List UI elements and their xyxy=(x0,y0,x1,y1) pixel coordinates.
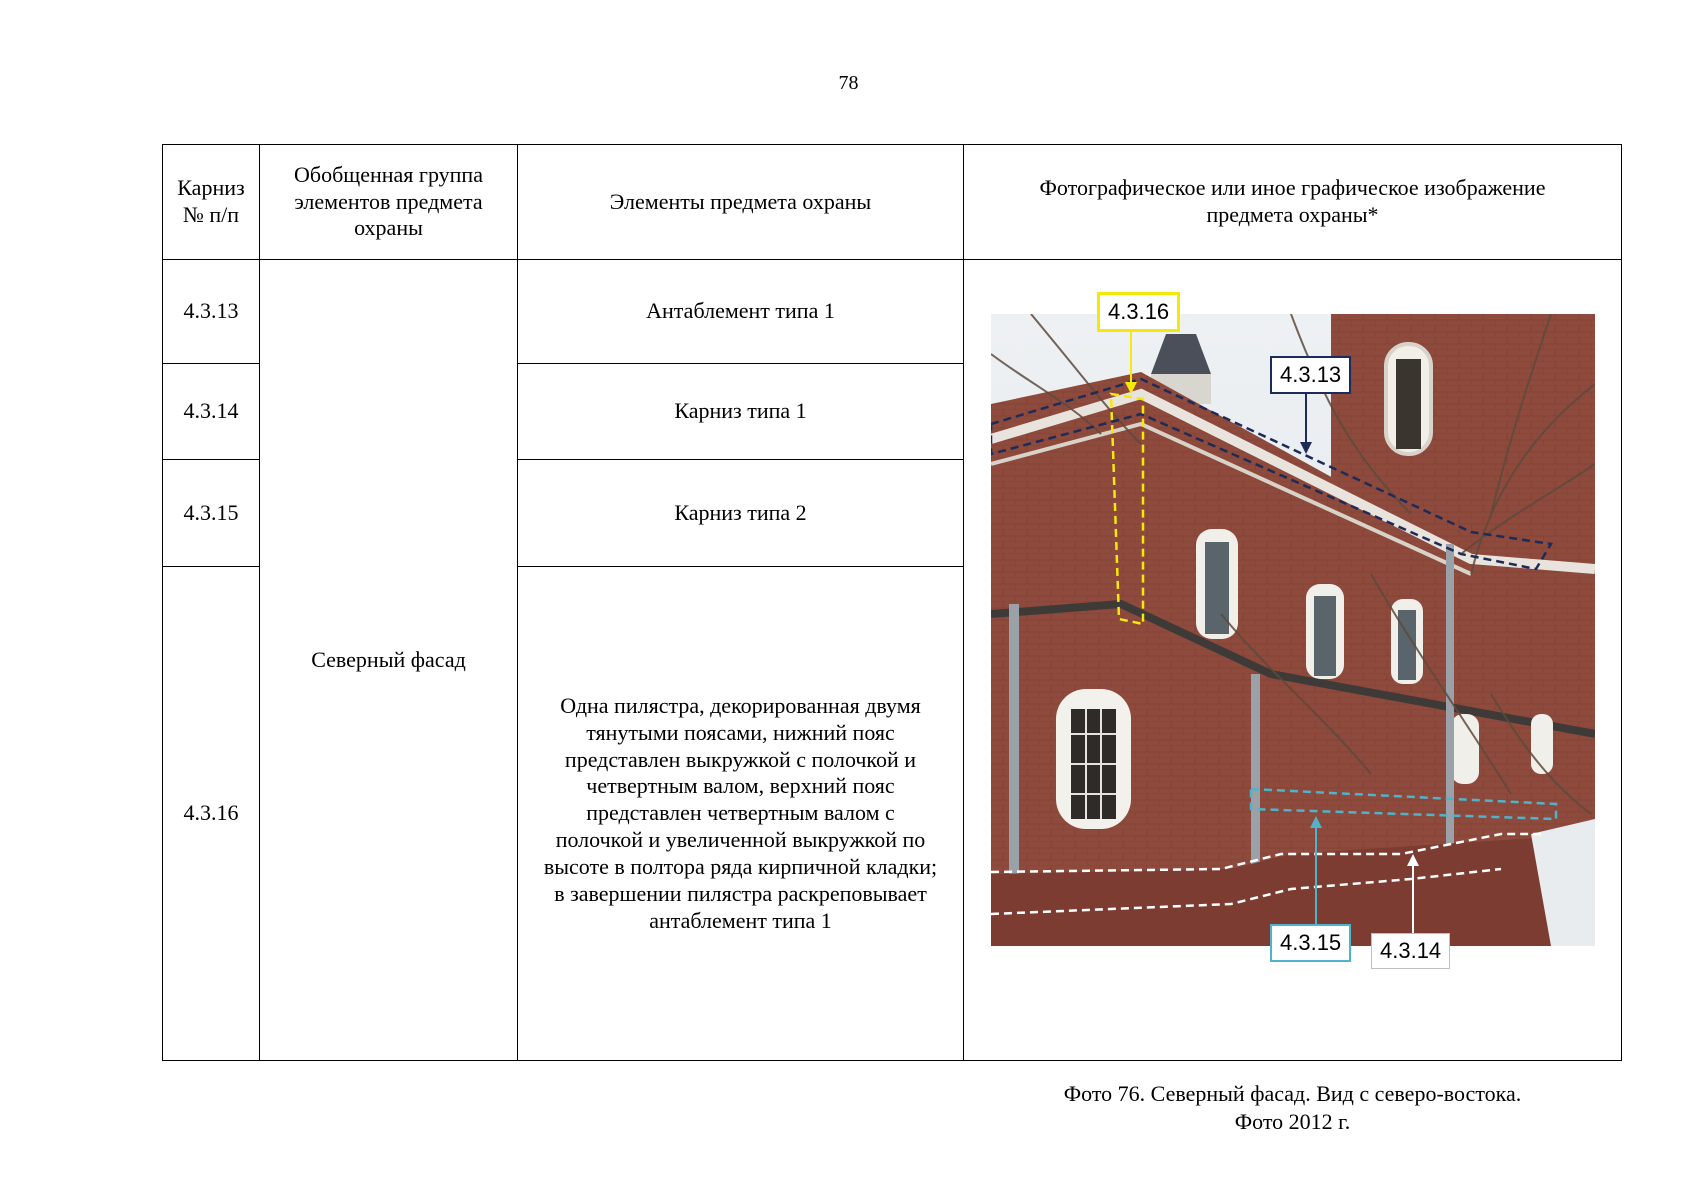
callout-4-3-15: 4.3.15 xyxy=(1270,924,1351,962)
caption-line-2: Фото 2012 г. xyxy=(1234,1108,1351,1134)
photo-caption xyxy=(964,1080,1621,1135)
row-element: Антаблемент типа 1 xyxy=(518,260,964,364)
building-photo xyxy=(991,314,1595,946)
header-row xyxy=(163,145,1622,260)
row-element: Карниз типа 2 xyxy=(518,460,964,567)
caption-line-1: Фото 76. Северный фасад. Вид с северо-востока. xyxy=(1063,1081,1522,1106)
callout-4-3-16: 4.3.16 xyxy=(1097,292,1180,332)
photo-cell xyxy=(964,260,1622,1134)
header-number: Карниз № п/п xyxy=(163,145,260,260)
row-element: Карниз типа 1 xyxy=(518,363,964,460)
row-number: 4.3.14 xyxy=(163,363,260,460)
table-row xyxy=(163,260,1622,364)
row-number: 4.3.13 xyxy=(163,260,260,364)
page-number: 78 xyxy=(838,72,859,94)
callout-4-3-13: 4.3.13 xyxy=(1270,356,1351,394)
header-image: Фотографическое или иное графическое изображение предмета охраны* xyxy=(964,145,1622,260)
row-number: 4.3.16 xyxy=(163,567,260,1061)
photo-container xyxy=(964,260,1621,1134)
group-cell: Северный фасад xyxy=(260,260,518,1061)
row-element: Одна пилястра, декорированная двумя тянутыми поясами, нижний пояс представлен выкружкой с полочкой и четвертным валом, верхний пояс представлен четвертным валом с полочкой и увеличенной выкружкой по высоте в полтора ряда кирпичной кладки; в завершении пилястра раскреповывает антаблемент типа 1 xyxy=(518,567,964,1061)
header-group: Обобщенная группа элементов предмета охраны xyxy=(260,145,518,260)
callout-4-3-14: 4.3.14 xyxy=(1371,933,1450,969)
header-elements: Элементы предмета охраны xyxy=(518,145,964,260)
protection-table xyxy=(162,144,1622,1134)
row-number: 4.3.15 xyxy=(163,460,260,567)
